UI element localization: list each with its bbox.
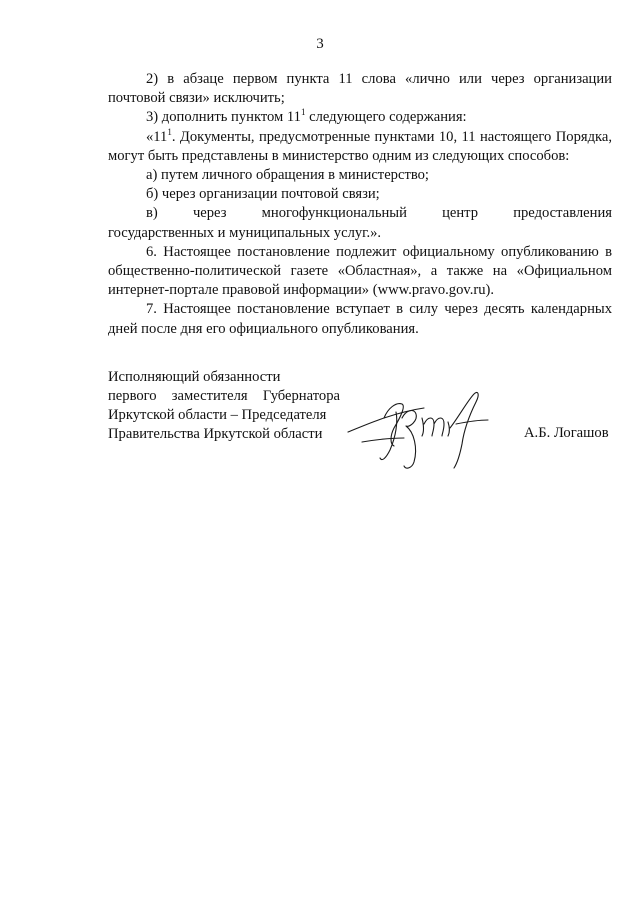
signatory-line: Иркутской области – Председателя bbox=[108, 407, 327, 423]
paragraph-item-3 bbox=[108, 108, 612, 127]
signatory-title bbox=[108, 368, 340, 444]
paragraph-new-point bbox=[108, 128, 612, 166]
word: многофункциональный bbox=[261, 205, 407, 222]
word: в) bbox=[146, 205, 158, 222]
page-number: 3 bbox=[316, 36, 324, 52]
list-item-b: б) через организации почтовой связи; bbox=[146, 186, 380, 203]
handwritten-signature bbox=[344, 388, 494, 478]
list-item-v bbox=[108, 204, 612, 223]
list-item-v-continuation: государственных и муниципальных услуг.». bbox=[108, 224, 382, 241]
paragraph-item-2: 2) в абзаце первом пункта 11 слова «лично или через организации почтовой связи» исключить; bbox=[108, 71, 612, 107]
word: Губернатора bbox=[262, 388, 340, 404]
signatory-line: Исполняющий обязанности bbox=[108, 369, 281, 385]
word: заместителя bbox=[171, 388, 248, 404]
word: центр bbox=[442, 205, 479, 222]
paragraph-text: «11 bbox=[146, 128, 168, 145]
superscript: 1 bbox=[300, 107, 306, 118]
document-body bbox=[108, 70, 612, 339]
word: предоставления bbox=[513, 205, 612, 222]
list-item-a: а) путем личного обращения в министерство; bbox=[146, 167, 429, 184]
superscript: 1 bbox=[167, 126, 172, 137]
word: первого bbox=[108, 388, 157, 404]
paragraph-text: . Документы, предусмотренные пунктами 10, 11 настоящего Порядка, могут быть представлены в министерство одним из следующих способов: bbox=[108, 128, 612, 164]
paragraph-item-6: 6. Настоящее постановление подлежит официальному опубликованию в общественно-политической газете «Областная», а также на «Официальном интернет-портале правовой информации» (www.pravo.gov.ru). bbox=[108, 243, 612, 299]
signatory-line bbox=[108, 387, 340, 406]
paragraph-text: 3) дополнить пунктом 11 bbox=[146, 109, 301, 126]
paragraph-item-7: 7. Настоящее постановление вступает в силу через десять календарных дней после дня его официального опубликования. bbox=[108, 301, 612, 337]
signer-name: А.Б. Логашов bbox=[524, 425, 609, 441]
signatory-line: Правительства Иркутской области bbox=[108, 426, 323, 442]
paragraph-text: следующего содержания: bbox=[305, 109, 467, 126]
word: через bbox=[192, 205, 227, 222]
